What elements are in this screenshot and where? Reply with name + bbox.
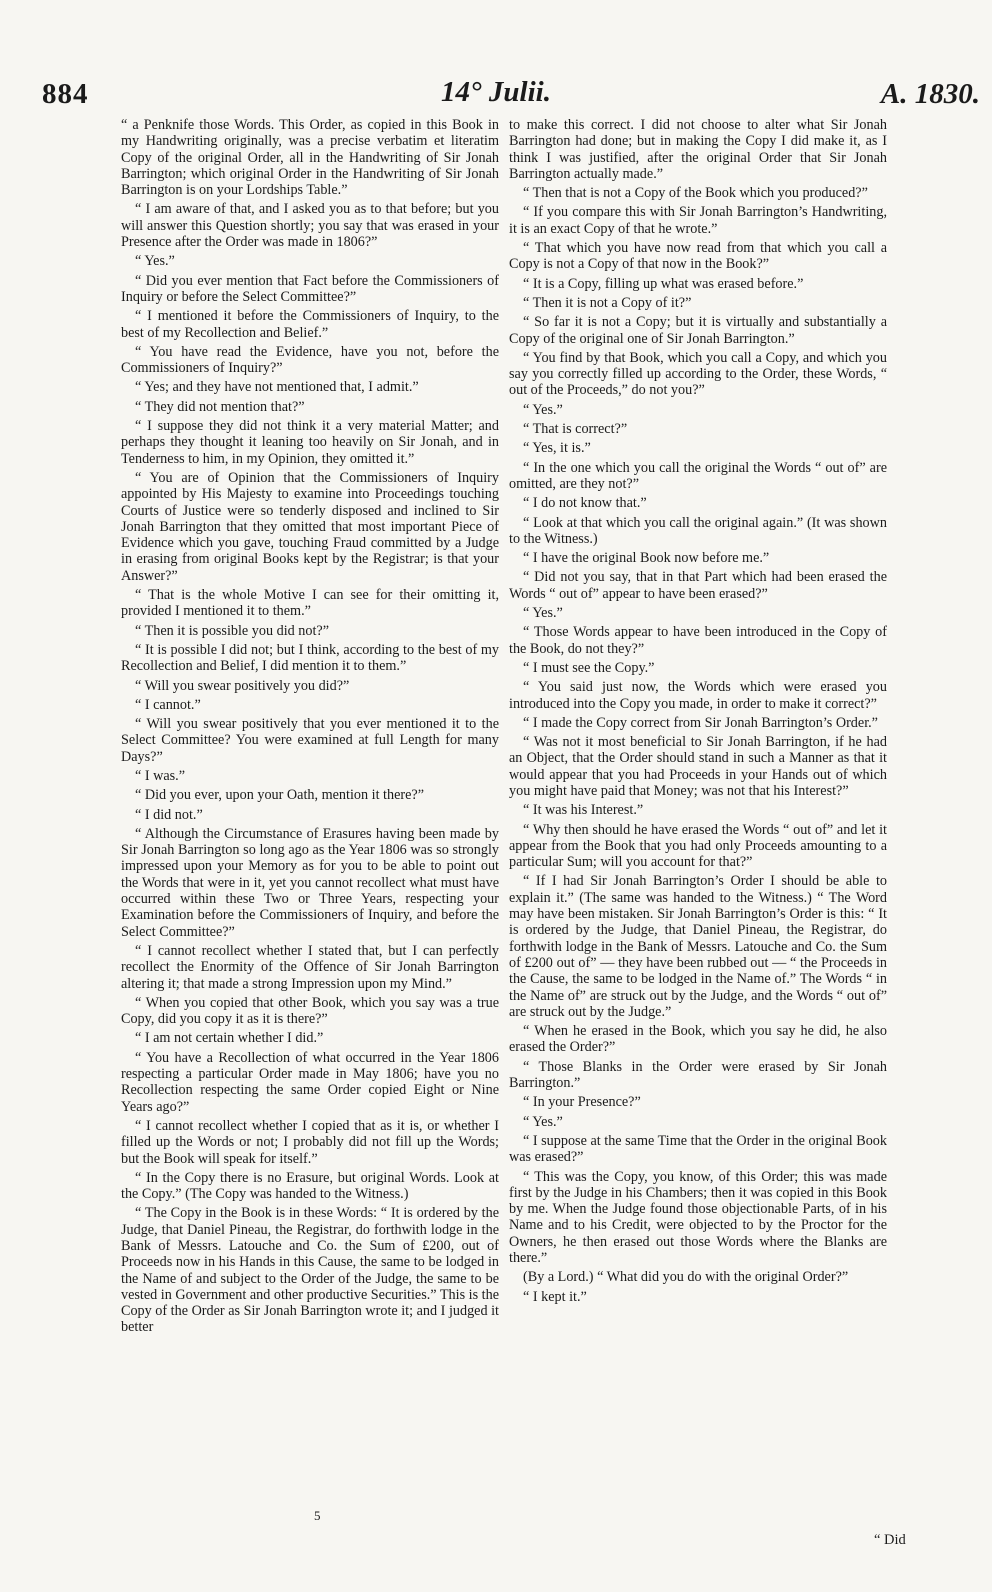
paragraph: “ Did you ever, upon your Oath, mention it there?” xyxy=(135,787,425,804)
paragraph: “ Yes; and they have not mentioned that, I admit.” xyxy=(135,379,419,396)
paragraph: “ In your Presence?” xyxy=(523,1094,641,1111)
paragraph: “ Was not it most beneficial to Sir Jonah Barrington, if he had an Object, that the Order should stand in such a Manner as that it would appear that you had Proceeds in your Hands out of which you might have paid that Money; was not that his Interest?” xyxy=(509,734,887,799)
paragraph: “ You are of Opinion that the Commissioners of Inquiry appointed by His Majesty to examine into Proceedings touching Courts of Justice were so tenderly disposed and inclined to Sir Jonah Barrington that they omitted that most important Piece of Evidence which you gave, touching Fraud committed by a Judge in erasing from original Books kept by the Registrar; is that your Answer?” xyxy=(121,469,499,584)
paragraph: (By a Lord.) “ What did you do with the original Order?” xyxy=(523,1269,849,1286)
page-year: A. 1830. xyxy=(880,78,980,110)
paragraph: “ That is the whole Motive I can see for their omitting it, provided I mentioned it to them.” xyxy=(121,587,499,620)
paragraph: “ I have the original Book now before me.” xyxy=(523,550,770,567)
signature-mark: 5 xyxy=(314,1508,321,1523)
paragraph: “ Why then should he have erased the Words “ out of” and let it appear from the Book that you had only Proceeds amounting to a particular Sum; will you account for that?” xyxy=(509,821,887,871)
right-column xyxy=(509,117,887,1308)
paragraph: “ I suppose at the same Time that the Order in the original Book was erased?” xyxy=(509,1132,887,1166)
paragraph: “ That is correct?” xyxy=(523,421,628,438)
page-number: 884 xyxy=(42,78,89,110)
paragraph: “ In the one which you call the original the Words “ out of” are omitted, are they not?” xyxy=(509,459,887,492)
paragraph: “ Yes, it is.” xyxy=(523,440,591,457)
paragraph: “ So far it is not a Copy; but it is virtually and substantially a Copy of the original one of Sir Jonah Barrington.” xyxy=(509,314,887,347)
paragraph: “ Then that is not a Copy of the Book which you produced?” xyxy=(523,185,868,202)
paragraph: “ a Penknife those Words. This Order, as copied in this Book in my Handwriting originally, was a precise verbatim et literatim Copy of the original Order, all in the Handwriting of Sir Jonah Barrington; which original Order in the Handwriting of Sir Jonah Barrington is on your Lordships Table.” xyxy=(121,117,499,199)
page-title: 14° Julii. xyxy=(441,76,551,108)
paragraph: “ Look at that which you call the original again.” (It was shown to the Witness.) xyxy=(509,514,887,547)
paragraph: “ When he erased in the Book, which you say he did, he also erased the Order?” xyxy=(509,1023,887,1056)
paragraph: “ You have read the Evidence, have you not, before the Commissioners of Inquiry?” xyxy=(121,343,499,377)
catchword: “ Did xyxy=(874,1532,906,1548)
paragraph: “ It is possible I did not; but I think, according to the best of my Recollection and Belief, I did mention it to them.” xyxy=(121,641,499,675)
paragraph: “ You said just now, the Words which were erased you introduced into the Copy you made, in order to make it correct?” xyxy=(509,679,887,712)
paragraph: “ Although the Circumstance of Erasures having been made by Sir Jonah Barrington so long ago as the Year 1806 was so strongly impressed upon your Memory as for you to be able to point out the Words that were in it, yet you cannot recollect what must have occurred within these Two or Three Years, respecting your Examination before the Commissioners of Inquiry, and before the Select Committee?” xyxy=(121,825,499,940)
paragraph: “ I did not.” xyxy=(135,806,203,823)
paragraph: to make this correct. I did not choose to alter what Sir Jonah Barrington had done; but in making the Copy I did make it, as I think I was justified, after the original Order that Sir Jonah Barrington actually made.” xyxy=(509,117,887,182)
paragraph: “ It is a Copy, filling up what was erased before.” xyxy=(523,275,804,292)
paragraph: “ Yes.” xyxy=(523,1113,563,1130)
paragraph: “ You find by that Book, which you call a Copy, and which you say you correctly filled up according to the Order, these Words, “ out of the Proceeds,” do not you?” xyxy=(509,349,887,399)
page-header xyxy=(0,0,992,110)
paragraph: “ I am not certain whether I did.” xyxy=(135,1030,324,1047)
paragraph: “ I suppose they did not think it a very material Matter; and perhaps they thought it leaning too heavily on Sir Jonah, and in Tenderness to him, in my Opinion, they omitted it.” xyxy=(121,418,499,467)
paragraph: “ Those Words appear to have been introduced in the Copy of the Book, do not they?” xyxy=(509,624,887,657)
paragraph: “ Did you ever mention that Fact before the Commissioners of Inquiry or before the Select Committee?” xyxy=(121,272,499,305)
paragraph: “ I cannot recollect whether I copied that as it is, or whether I filled up the Words or not; I probably did not fill up the Words; but the Book will speak for itself.” xyxy=(121,1117,499,1167)
paragraph: “ They did not mention that?” xyxy=(135,398,305,415)
paragraph: “ Those Blanks in the Order were erased by Sir Jonah Barrington.” xyxy=(509,1058,887,1092)
paragraph: “ Yes.” xyxy=(523,401,563,418)
paragraph: “ I cannot recollect whether I stated that, but I can perfectly recollect the Enormity of the Offence of Sir Jonah Barrington altering it; that made a strong Impression upon my Mind.” xyxy=(121,942,499,992)
paragraph: “ It was his Interest.” xyxy=(523,802,644,819)
paragraph: “ I cannot.” xyxy=(135,696,201,713)
paragraph: “ Yes.” xyxy=(135,253,175,270)
paragraph: “ Did not you say, that in that Part which had been erased the Words “ out of” appear to have been erased?” xyxy=(509,569,887,602)
paragraph: “ You have a Recollection of what occurred in the Year 1806 respecting a particular Order made in May 1806; have you no Recollection respecting the same Order copied Eight or Nine Years ago?” xyxy=(121,1049,499,1115)
paragraph: “ Will you swear positively you did?” xyxy=(135,677,350,694)
paragraph: “ I must see the Copy.” xyxy=(523,659,655,676)
paragraph: “ The Copy in the Book is in these Words: “ It is ordered by the Judge, that Daniel Pineau, the Registrar, do forthwith lodge in the Bank of Messrs. Latouche and Co. the Sum of £200, out of Proceeds now in his Hands in this Cause, the same to be lodged in the Name of and subject to the Order of the Judge, the same to be vested in Government and other productive Securities.” This is the Copy of the Order as Sir Jonah Barrington wrote it; and I judged it better xyxy=(121,1205,499,1336)
paragraph: “ If you compare this with Sir Jonah Barrington’s Handwriting, it is an exact Copy of that he wrote.” xyxy=(509,204,887,237)
paragraph: “ Will you swear positively that you ever mentioned it to the Select Committee? You were examined at full Length for many Days?” xyxy=(121,716,499,765)
left-column xyxy=(121,117,499,1339)
paragraph: “ I mentioned it before the Commissioners of Inquiry, to the best of my Recollection and Belief.” xyxy=(121,308,499,341)
paragraph: “ This was the Copy, you know, of this Order; this was made first by the Judge in his Chambers; then it was copied in this Book by me. When the Judge found those objectionable Parts, of in his Name and to his Credit, were objected to by the Proctor for the Owners, he then erased out those Words where the Blanks are there.” xyxy=(509,1168,887,1266)
paragraph: “ I do not know that.” xyxy=(523,495,647,512)
paragraph: “ I was.” xyxy=(135,767,186,784)
paragraph: “ I kept it.” xyxy=(523,1288,587,1305)
paragraph: “ In the Copy there is no Erasure, but original Words. Look at the Copy.” (The Copy was handed to the Witness.) xyxy=(121,1169,499,1203)
paragraph: “ If I had Sir Jonah Barrington’s Order I should be able to explain it.” (The same was handed to the Witness.) “ The Word may have been mistaken. Sir Jonah Barrington’s Order is this: “ It is ordered by the Judge, that Daniel Pineau, the Registrar, do forthwith lodge in the Bank of Messrs. Latouche and Co. the Sum of £200 out of” — they have been rubbed out — “ the Proceeds in the Cause, the same to be lodged in the Name of.” The Words “ in the Name of” are struck out by the Judge, and the Words “ out of” are struck out by the Judge.” xyxy=(509,873,887,1020)
paragraph: “ Then it is possible you did not?” xyxy=(135,622,330,639)
paragraph: “ I am aware of that, and I asked you as to that before; but you will answer this Question shortly; you say that was erased in your Presence after the Order was made in 1806?” xyxy=(121,201,499,251)
paragraph: “ I made the Copy correct from Sir Jonah Barrington’s Order.” xyxy=(523,714,878,731)
paragraph: “ Yes.” xyxy=(523,605,563,622)
paragraph: “ That which you have now read from that which you call a Copy is not a Copy of that now in the Book?” xyxy=(509,240,887,273)
paragraph: “ Then it is not a Copy of it?” xyxy=(523,294,692,311)
paragraph: “ When you copied that other Book, which you say was a true Copy, did you copy it as it is there?” xyxy=(121,994,499,1028)
